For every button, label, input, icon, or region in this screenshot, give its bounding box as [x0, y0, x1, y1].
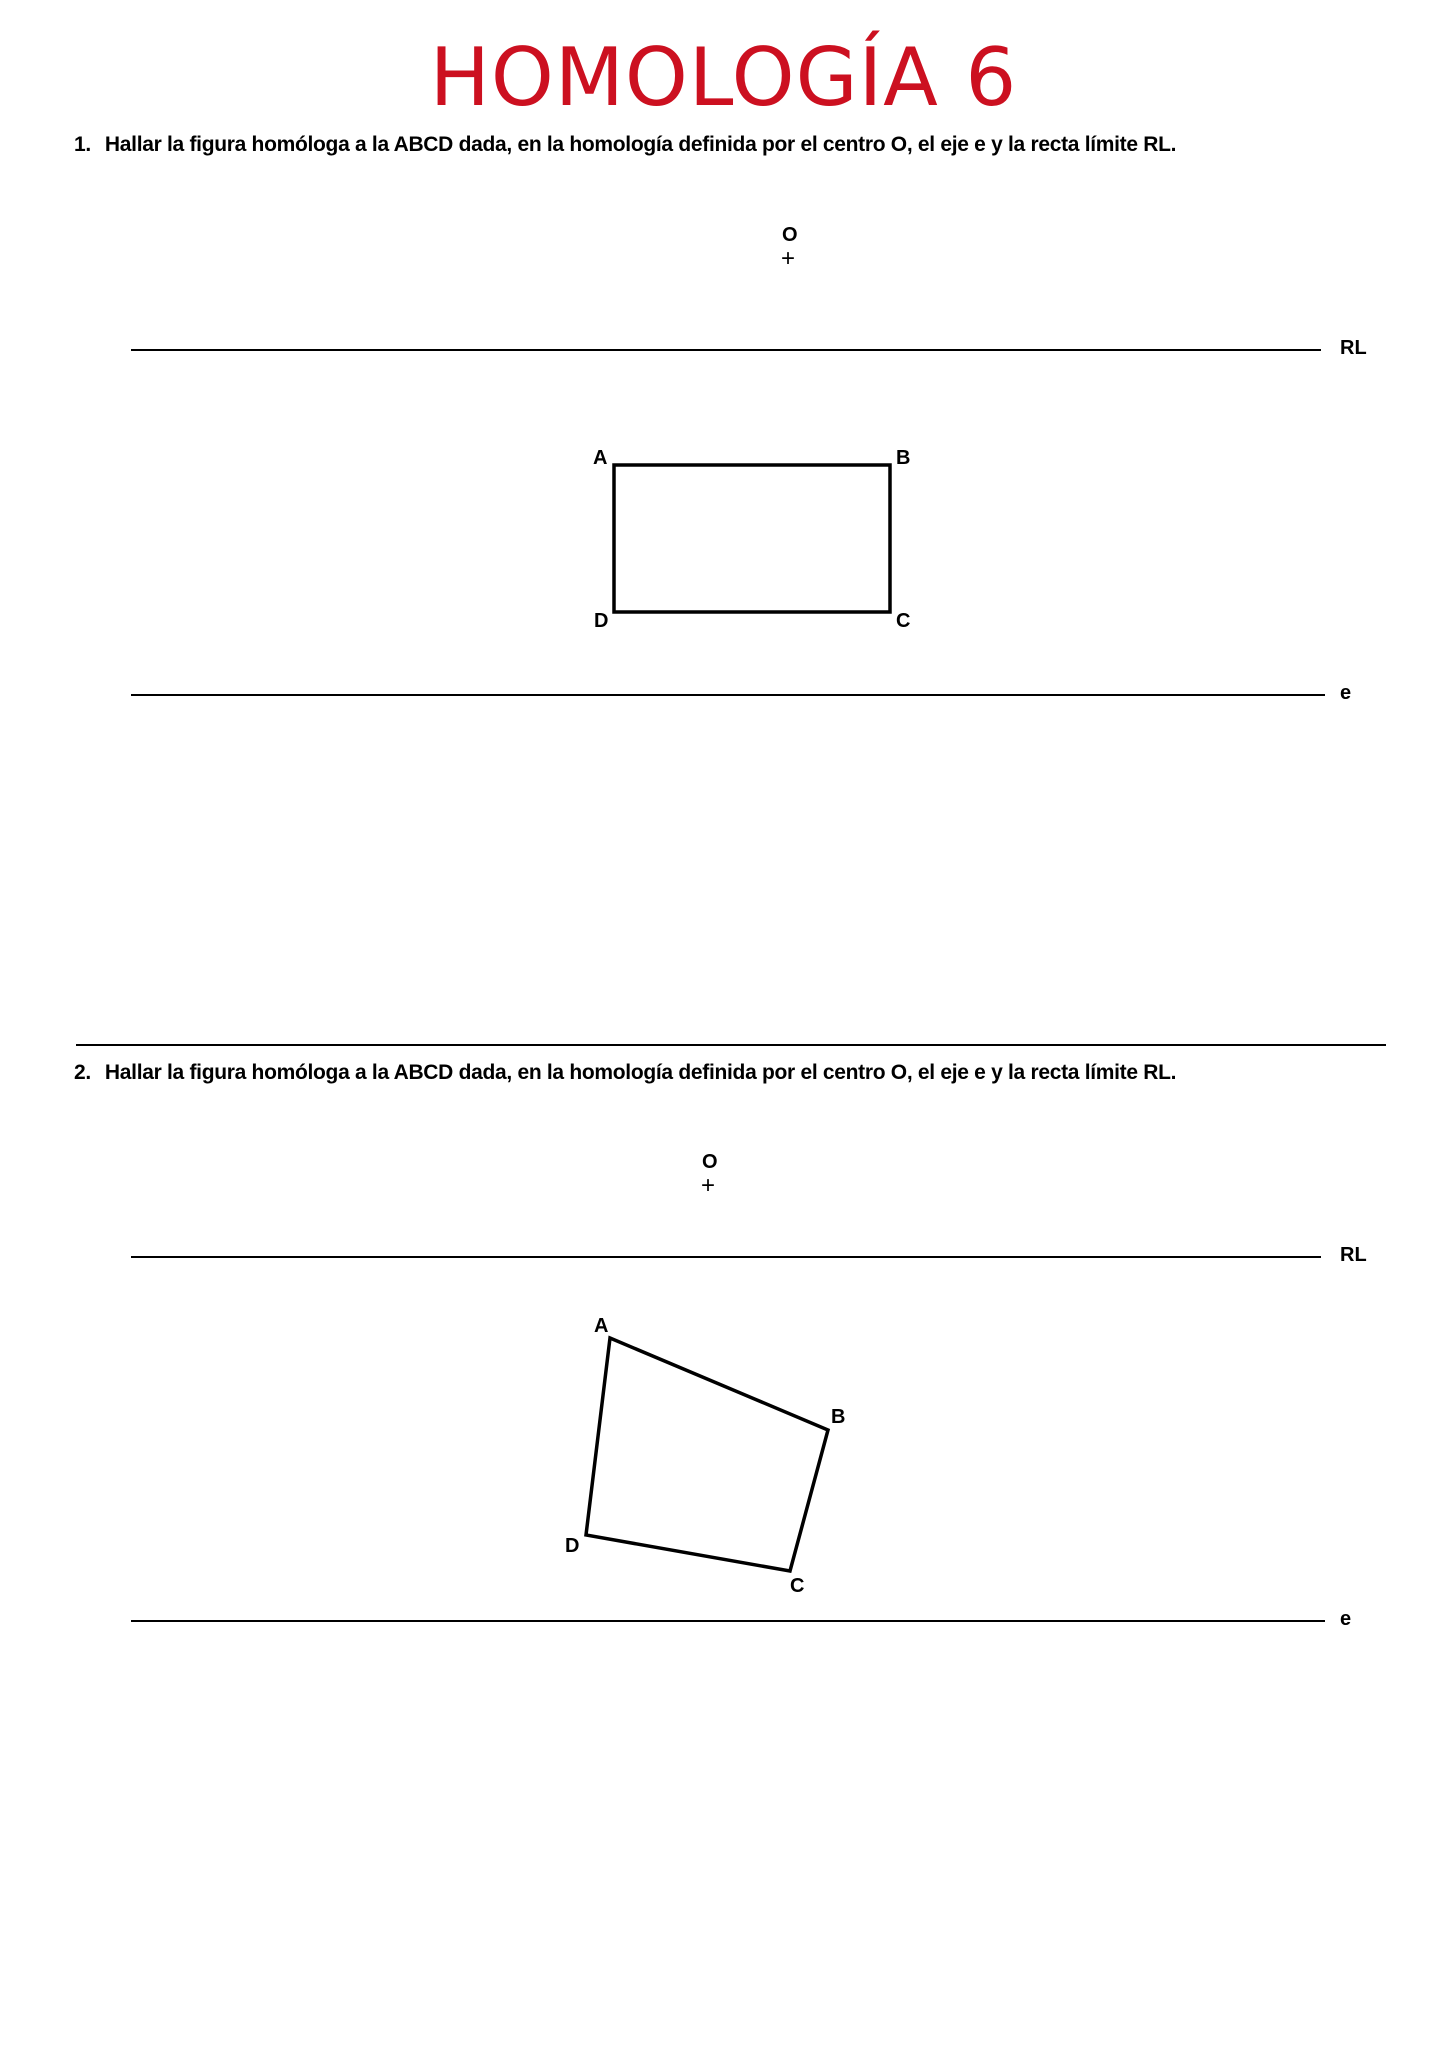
exercise-2-quadrilateral-abcd	[586, 1338, 828, 1571]
exercise-2-vertex-a: A	[594, 1315, 609, 1337]
exercise-1-center-label: O	[782, 224, 798, 246]
page-title: HOMOLOGÍA 6	[429, 31, 1018, 124]
exercise-2-statement	[74, 1059, 1176, 1087]
exercise-2-center-label: O	[702, 1151, 718, 1173]
exercise-1-vertex-d: D	[594, 610, 609, 632]
exercise-2-limit-line	[131, 1256, 1321, 1258]
exercise-1-text: Hallar la figura homóloga a la ABCD dada, en la homología definida por el centro O, el eje e y la recta límite RL.	[104, 133, 1177, 156]
exercise-1-vertex-c: C	[896, 610, 911, 632]
exercise-1-statement	[74, 131, 1176, 159]
exercise-divider	[76, 1044, 1386, 1046]
exercise-1-axis-line	[131, 694, 1325, 696]
exercise-2-limit-line-label: RL	[1340, 1244, 1367, 1266]
exercise-2-center-marker: +	[701, 1172, 716, 1199]
exercise-1-axis-label: e	[1340, 682, 1352, 704]
exercise-2-text: Hallar la figura homóloga a la ABCD dada, en la homología definida por el centro O, el eje e y la recta límite RL.	[104, 1061, 1177, 1084]
exercise-1-center-marker: +	[781, 245, 796, 272]
exercise-1-vertex-b: B	[896, 447, 911, 469]
exercise-2-axis-line	[131, 1620, 1325, 1622]
exercise-2-number: 2.	[74, 1061, 91, 1084]
exercise-2-vertex-b: B	[831, 1406, 846, 1428]
exercise-1-limit-line	[131, 349, 1321, 351]
exercise-2-vertex-d: D	[565, 1535, 580, 1557]
exercise-1-limit-line-label: RL	[1340, 337, 1367, 359]
exercise-2-vertex-c: C	[790, 1575, 805, 1597]
exercise-1-number: 1.	[74, 133, 91, 156]
exercise-2-axis-label: e	[1340, 1608, 1352, 1630]
exercise-1-rectangle-abcd	[614, 465, 890, 612]
exercise-1-vertex-a: A	[593, 447, 608, 469]
